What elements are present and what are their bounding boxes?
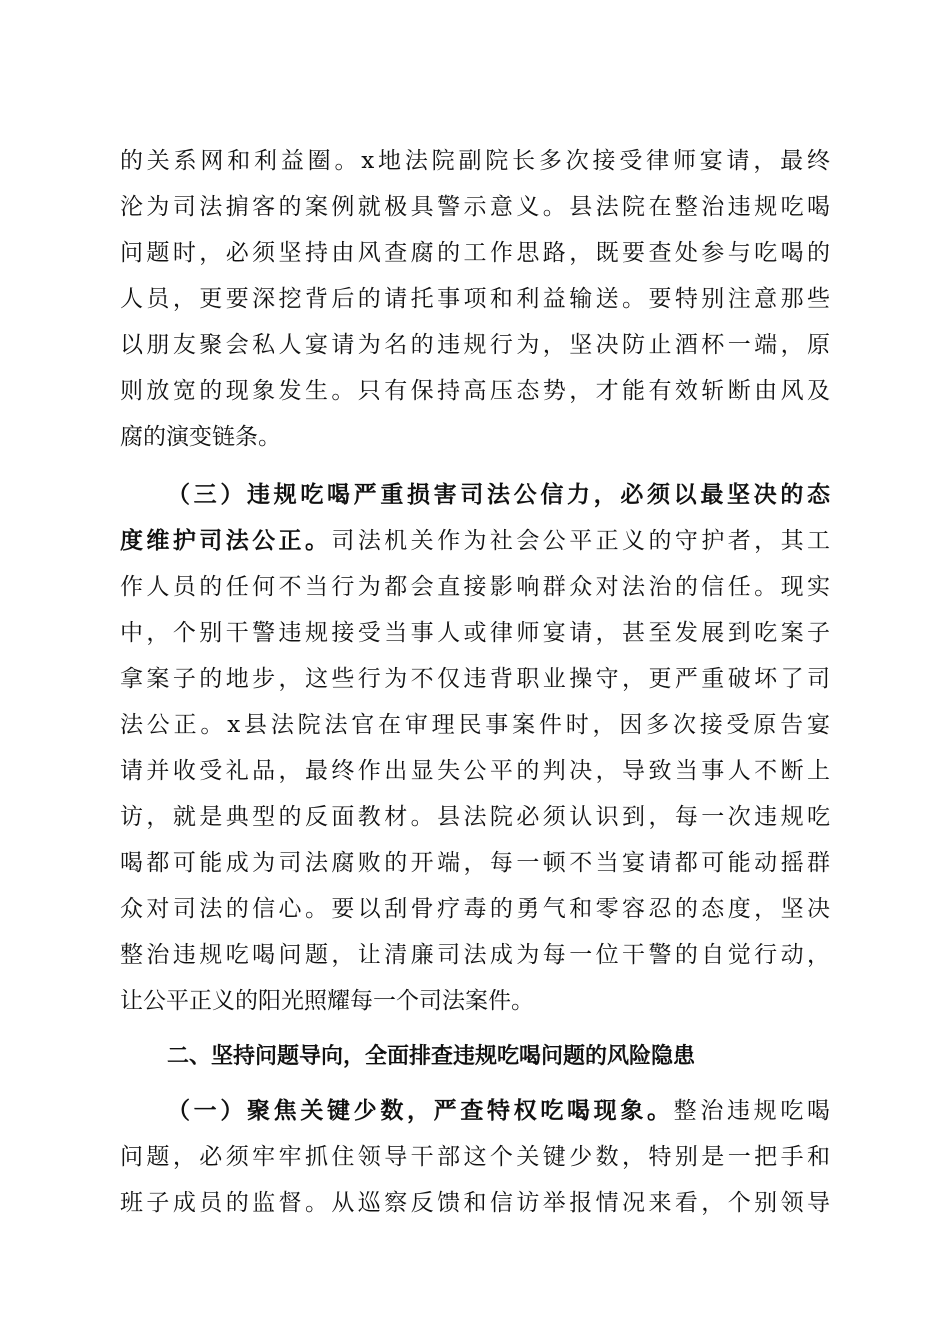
mixed-text-line [120, 518, 830, 564]
body-text-line: 喝都可能成为司法腐败的开端，每一顿不当宴请都可能动摇群 [120, 850, 830, 876]
body-text-line: 腐的演变链条。 [120, 424, 281, 450]
body-text-line: 的关系网和利益圈。x地法院副院长多次接受律师宴请，最终 [120, 148, 830, 174]
body-text-line: 沦为司法掮客的案例就极具警示意义。县法院在整治违规吃喝 [120, 194, 830, 220]
body-text-line: 则放宽的现象发生。只有保持高压态势，才能有效斩断由风及 [120, 378, 830, 404]
section-heading: 二、坚持问题导向，全面排查违规吃喝问题的风险隐患 [167, 1044, 696, 1069]
body-text-line: 请并收受礼品，最终作出显失公平的判决，导致当事人不断上 [120, 758, 830, 784]
body-text-line: 访，就是典型的反面教材。县法院必须认识到，每一次违规吃 [120, 804, 830, 830]
body-text-line: 人员，更要深挖背后的请托事项和利益输送。要特别注意那些 [120, 286, 830, 312]
body-text-line: 拿案子的地步，这些行为不仅违背职业操守，更严重破坏了司 [120, 666, 830, 692]
subheading-tail: 度维护司法公正。 [120, 527, 332, 554]
subheading-line: （三）违规吃喝严重损害司法公信力，必须以最坚决的态 [167, 481, 830, 508]
body-text-line: 班子成员的监督。从巡察反馈和信访举报情况来看，个别领导 [120, 1190, 830, 1216]
body-text-line: 作人员的任何不当行为都会直接影响群众对法治的信任。现实 [120, 574, 830, 600]
body-text-line: 让公平正义的阳光照耀每一个司法案件。 [120, 988, 534, 1014]
mixed-text-line [167, 1088, 830, 1134]
body-text-line: 中，个别干警违规接受当事人或律师宴请，甚至发展到吃案子 [120, 620, 830, 646]
subheading-span: （一）聚焦关键少数，严查特权吃喝现象。 [167, 1097, 674, 1124]
body-text-line: 整治违规吃喝问题，让清廉司法成为每一位干警的自觉行动， [120, 942, 830, 968]
body-text-line: 问题，必须牢牢抓住领导干部这个关键少数，特别是一把手和 [120, 1144, 830, 1170]
body-text-line: 以朋友聚会私人宴请为名的违规行为，坚决防止酒杯一端，原 [120, 332, 830, 358]
body-text-line: 问题时，必须坚持由风查腐的工作思路，既要查处参与吃喝的 [120, 240, 830, 266]
body-text-line: 众对司法的信心。要以刮骨疗毒的勇气和零容忍的态度，坚决 [120, 896, 830, 922]
body-text-span: 司法机关作为社会公平正义的守护者，其工 [331, 528, 831, 554]
body-text-span: 整治违规吃喝 [673, 1098, 831, 1124]
body-text-line: 法公正。x县法院法官在审理民事案件时，因多次接受原告宴 [120, 712, 830, 738]
